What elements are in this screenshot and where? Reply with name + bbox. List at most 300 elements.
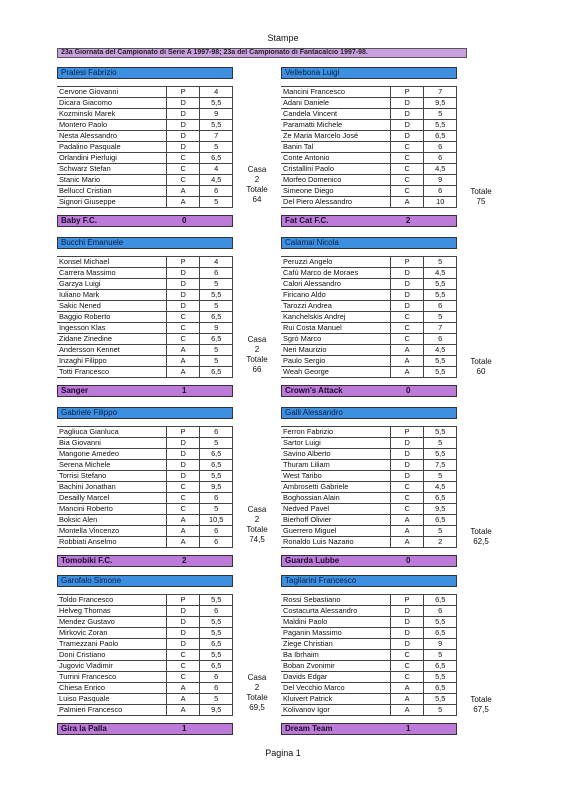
home-totale-value: 64 [252, 195, 262, 204]
player-role: C [166, 175, 200, 186]
player-vote: 5 [424, 257, 457, 268]
player-role: P [390, 595, 424, 606]
player-vote: 6,5 [424, 595, 457, 606]
table-row [281, 471, 457, 482]
player-name: Boban Zvonimir [281, 661, 390, 672]
home-totale-value: 66 [252, 365, 262, 374]
player-vote: 7 [424, 323, 457, 334]
player-vote: 6 [200, 268, 233, 279]
player-name: Desailly Marcel [57, 493, 166, 504]
player-name: Orlandini Pierluigi [57, 153, 166, 164]
table-row [281, 345, 457, 356]
home-roster-table [57, 594, 233, 716]
home-manager-header: Bucchi Emanuele [57, 237, 233, 249]
player-vote: 5,5 [424, 279, 457, 290]
player-name: Andersson Kennet [57, 345, 166, 356]
player-role: D [166, 628, 200, 639]
table-row [281, 617, 457, 628]
player-role: A [166, 526, 200, 537]
player-role: P [390, 257, 424, 268]
player-role: D [166, 617, 200, 628]
player-vote: 6 [200, 606, 233, 617]
table-row [281, 482, 457, 493]
player-name: Dicara Giacomo [57, 98, 166, 109]
home-casa-totale [237, 165, 277, 205]
home-manager-header: Gabriele Filippo [57, 407, 233, 419]
player-name: Garzya Luigi [57, 279, 166, 290]
player-role: D [390, 617, 424, 628]
player-name: Mirkovic Zoran [57, 628, 166, 639]
player-role: D [390, 120, 424, 131]
player-role: P [166, 257, 200, 268]
player-role: C [390, 312, 424, 323]
home-totale-label: Totale [246, 355, 268, 364]
player-role: A [390, 537, 424, 548]
player-name: Chiesa Enrico [57, 683, 166, 694]
table-row [281, 268, 457, 279]
player-vote: 6 [200, 672, 233, 683]
away-manager-header: Calamai Nicola [281, 237, 457, 249]
table-row [281, 526, 457, 537]
player-vote: 5,5 [424, 617, 457, 628]
player-role: P [166, 87, 200, 98]
player-vote: 5,5 [424, 356, 457, 367]
table-row [57, 120, 233, 131]
player-vote: 4,5 [200, 175, 233, 186]
player-vote: 5 [200, 504, 233, 515]
table-row [281, 334, 457, 345]
player-vote: 4 [200, 87, 233, 98]
table-row [281, 661, 457, 672]
player-name: Helveg Thomas [57, 606, 166, 617]
table-row [57, 650, 233, 661]
table-row [281, 98, 457, 109]
team-score: 2 [406, 216, 411, 225]
player-name: Montella Vincenzo [57, 526, 166, 537]
table-row [57, 301, 233, 312]
home-casa-label: Casa [247, 335, 267, 344]
player-role: D [166, 98, 200, 109]
player-name: Bierhoff Olivier [281, 515, 390, 526]
home-casa-totale [237, 505, 277, 545]
player-role: A [390, 705, 424, 716]
player-name: Kanchelskis Andrej [281, 312, 390, 323]
player-name: Konsel Michael [57, 257, 166, 268]
player-role: D [166, 279, 200, 290]
player-role: A [390, 345, 424, 356]
player-vote: 5,5 [200, 98, 233, 109]
player-vote: 9 [200, 109, 233, 120]
player-vote: 4,5 [424, 164, 457, 175]
player-name: Banin Tal [281, 142, 390, 153]
player-role: C [390, 493, 424, 504]
table-row [281, 323, 457, 334]
table-row [57, 471, 233, 482]
table-row [57, 257, 233, 268]
player-role: D [390, 471, 424, 482]
player-role: D [166, 606, 200, 617]
player-role: D [166, 142, 200, 153]
player-role: A [390, 694, 424, 705]
player-name: Stanic Mario [57, 175, 166, 186]
away-totale-label: Totale [470, 357, 492, 366]
player-name: Torrisi Stefano [57, 471, 166, 482]
table-row [281, 427, 457, 438]
player-name: Jugovic Vladimir [57, 661, 166, 672]
table-row [57, 537, 233, 548]
home-casa-value: 2 [254, 175, 260, 184]
player-role: D [166, 460, 200, 471]
table-row [281, 120, 457, 131]
player-vote: 6 [424, 186, 457, 197]
player-role: C [390, 482, 424, 493]
player-vote: 6 [424, 153, 457, 164]
table-row [281, 290, 457, 301]
table-row [281, 460, 457, 471]
player-role: D [390, 628, 424, 639]
table-row [57, 186, 233, 197]
player-role: A [390, 683, 424, 694]
away-totale-label: Totale [470, 695, 492, 704]
player-name: Sartor Luigi [281, 438, 390, 449]
player-vote: 5 [424, 438, 457, 449]
home-casa-label: Casa [247, 673, 267, 682]
player-name: Turrini Francesco [57, 672, 166, 683]
player-role: C [166, 493, 200, 504]
table-row [281, 449, 457, 460]
player-role: A [390, 356, 424, 367]
table-row [57, 482, 233, 493]
player-role: C [390, 504, 424, 515]
player-role: D [166, 268, 200, 279]
table-row [57, 705, 233, 716]
player-role: C [390, 334, 424, 345]
player-role: A [166, 683, 200, 694]
player-vote: 5,5 [424, 672, 457, 683]
player-vote: 5,5 [424, 694, 457, 705]
player-vote: 7,5 [424, 460, 457, 471]
player-role: C [166, 312, 200, 323]
player-role: D [166, 109, 200, 120]
player-role: D [390, 438, 424, 449]
player-name: Peruzzi Angelo [281, 257, 390, 268]
home-casa-label: Casa [247, 165, 267, 174]
player-role: A [166, 694, 200, 705]
player-name: Ziege Christian [281, 639, 390, 650]
player-vote: 5 [200, 279, 233, 290]
player-vote: 6 [200, 537, 233, 548]
player-role: C [166, 661, 200, 672]
player-vote: 5,5 [424, 449, 457, 460]
player-name: Belluccl Cristian [57, 186, 166, 197]
player-role: P [390, 87, 424, 98]
home-casa-value: 2 [254, 515, 260, 524]
table-row [57, 109, 233, 120]
player-name: Montero Paolo [57, 120, 166, 131]
player-name: Mancini Francesco [281, 87, 390, 98]
player-name: Mangone Amedeo [57, 449, 166, 460]
table-row [281, 606, 457, 617]
player-name: Simeone Diego [281, 186, 390, 197]
table-row [281, 153, 457, 164]
player-name: Mancini Roberto [57, 504, 166, 515]
player-name: Kolivanov Igor [281, 705, 390, 716]
player-vote: 6,5 [424, 515, 457, 526]
player-name: Kozminski Marek [57, 109, 166, 120]
player-vote: 6 [200, 427, 233, 438]
player-role: C [166, 672, 200, 683]
team-score: 2 [182, 556, 187, 565]
table-row [57, 290, 233, 301]
player-name: Sakic Nened [57, 301, 166, 312]
table-row [281, 650, 457, 661]
table-row [281, 672, 457, 683]
player-role: P [390, 427, 424, 438]
player-vote: 5 [424, 109, 457, 120]
table-row [57, 98, 233, 109]
away-team-result [281, 555, 457, 567]
player-name: West Taribo [281, 471, 390, 482]
away-roster-table [281, 426, 457, 548]
table-row [281, 438, 457, 449]
table-row [281, 164, 457, 175]
table-row [57, 356, 233, 367]
player-role: D [166, 639, 200, 650]
team-score: 1 [182, 724, 187, 733]
table-row [57, 683, 233, 694]
player-name: Paulo Sergio [281, 356, 390, 367]
player-role: D [166, 471, 200, 482]
away-team-result [281, 723, 457, 735]
away-manager-header: Tagliarini Francesco [281, 575, 457, 587]
table-row [281, 705, 457, 716]
player-name: Inzaghi Filippo [57, 356, 166, 367]
table-row [57, 639, 233, 650]
player-name: Mendez Gustavo [57, 617, 166, 628]
player-vote: 4 [200, 164, 233, 175]
player-vote: 5,5 [424, 427, 457, 438]
player-name: Palmieri Francesco [57, 705, 166, 716]
table-row [57, 164, 233, 175]
table-row [281, 694, 457, 705]
player-role: P [166, 427, 200, 438]
player-role: A [166, 197, 200, 208]
player-vote: 9,5 [200, 705, 233, 716]
player-role: D [390, 109, 424, 120]
player-vote: 2 [424, 537, 457, 548]
player-vote: 6,5 [424, 661, 457, 672]
away-totale [461, 527, 501, 547]
player-name: Cafù Marco de Moraes [281, 268, 390, 279]
player-name: Thuram Liliam [281, 460, 390, 471]
player-name: Weah George [281, 367, 390, 378]
player-name: Padalino Pasquale [57, 142, 166, 153]
home-totale-value: 74,5 [249, 535, 265, 544]
home-casa-value: 2 [254, 345, 260, 354]
player-vote: 5,5 [200, 120, 233, 131]
player-role: A [166, 356, 200, 367]
table-row [281, 186, 457, 197]
player-vote: 6,5 [200, 639, 233, 650]
player-name: Toldo Francesco [57, 595, 166, 606]
player-role: D [390, 639, 424, 650]
player-name: Luiso Pasquale [57, 694, 166, 705]
player-role: C [390, 164, 424, 175]
table-row [281, 197, 457, 208]
player-name: Iuliano Mark [57, 290, 166, 301]
player-vote: 6 [200, 683, 233, 694]
away-roster-table [281, 86, 457, 208]
player-vote: 4,5 [424, 482, 457, 493]
table-row [57, 438, 233, 449]
home-totale-value: 69,5 [249, 703, 265, 712]
player-name: Zidane Zinedine [57, 334, 166, 345]
player-role: A [166, 537, 200, 548]
away-totale [461, 357, 501, 377]
home-roster-table [57, 86, 233, 208]
player-vote: 5 [200, 694, 233, 705]
table-row [57, 334, 233, 345]
table-row [57, 427, 233, 438]
player-role: C [390, 672, 424, 683]
team-name: Gira la Palla [61, 724, 107, 733]
player-vote: 6,5 [200, 661, 233, 672]
away-totale-value: 60 [476, 367, 486, 376]
player-name: Tramezzani Paolo [57, 639, 166, 650]
player-role: C [166, 323, 200, 334]
player-role: P [166, 595, 200, 606]
player-role: D [166, 131, 200, 142]
player-name: Totti Francesco [57, 367, 166, 378]
player-name: Neri Maurizio [281, 345, 390, 356]
table-row [57, 694, 233, 705]
table-row [281, 131, 457, 142]
player-name: Firicano Aldo [281, 290, 390, 301]
home-roster-table [57, 426, 233, 548]
player-vote: 6,5 [200, 153, 233, 164]
player-name: Conte Antonio [281, 153, 390, 164]
player-name: Kluivert Patrick [281, 694, 390, 705]
player-vote: 9,5 [424, 98, 457, 109]
player-name: Ronaldo Luis Nazario [281, 537, 390, 548]
player-name: Doni Cristiano [57, 650, 166, 661]
table-row [281, 504, 457, 515]
player-vote: 6,5 [424, 493, 457, 504]
player-role: A [166, 186, 200, 197]
player-name: Guerrero Miguel [281, 526, 390, 537]
round-banner: 23a Giornata del Campionato di Serie A 1997-98; 23a del Campionato di Fantacalcio 1997-98. [57, 48, 467, 58]
player-vote: 6,5 [200, 367, 233, 378]
player-vote: 4 [200, 257, 233, 268]
table-row [281, 279, 457, 290]
player-name: Boksic Alen [57, 515, 166, 526]
player-name: Ferron Fabrizio [281, 427, 390, 438]
table-row [57, 153, 233, 164]
table-row [57, 345, 233, 356]
player-name: Costacurta Alessandro [281, 606, 390, 617]
player-vote: 5 [200, 197, 233, 208]
away-roster-table [281, 256, 457, 378]
player-name: Carrera Massimo [57, 268, 166, 279]
table-row [57, 449, 233, 460]
away-totale [461, 187, 501, 207]
player-name: Sgrò Marco [281, 334, 390, 345]
player-role: A [166, 345, 200, 356]
home-team-result [57, 723, 233, 735]
player-name: Nedved Pavel [281, 504, 390, 515]
player-name: Schwarz Stefan [57, 164, 166, 175]
player-name: Adani Daniele [281, 98, 390, 109]
player-vote: 5 [424, 650, 457, 661]
table-row [57, 628, 233, 639]
team-score: 0 [406, 386, 411, 395]
player-role: D [390, 131, 424, 142]
table-row [57, 197, 233, 208]
player-role: D [390, 290, 424, 301]
player-vote: 9,5 [424, 504, 457, 515]
table-row [57, 595, 233, 606]
player-name: Paganin Massimo [281, 628, 390, 639]
player-name: Nesta Alessandro [57, 131, 166, 142]
home-casa-totale [237, 335, 277, 375]
player-vote: 5,5 [200, 650, 233, 661]
table-row [57, 617, 233, 628]
table-row [281, 87, 457, 98]
table-row [57, 268, 233, 279]
player-vote: 10,5 [200, 515, 233, 526]
table-row [281, 515, 457, 526]
table-row [281, 683, 457, 694]
player-name: Bachini Jonathan [57, 482, 166, 493]
player-role: D [166, 438, 200, 449]
player-role: A [390, 197, 424, 208]
team-score: 0 [182, 216, 187, 225]
player-vote: 5 [200, 345, 233, 356]
player-role: C [390, 186, 424, 197]
player-name: Del Vecchio Marco [281, 683, 390, 694]
home-casa-totale [237, 673, 277, 713]
player-name: Rui Costa Manuel [281, 323, 390, 334]
table-row [57, 87, 233, 98]
table-row [281, 257, 457, 268]
player-role: D [166, 449, 200, 460]
player-role: A [390, 526, 424, 537]
home-manager-header: Garofalo Simone [57, 575, 233, 587]
table-row [57, 661, 233, 672]
player-name: Ba Ibrhaim [281, 650, 390, 661]
player-vote: 7 [200, 131, 233, 142]
player-vote: 6,5 [424, 131, 457, 142]
table-row [57, 312, 233, 323]
table-row [57, 131, 233, 142]
player-vote: 6,5 [424, 628, 457, 639]
away-totale-value: 75 [476, 197, 486, 206]
player-vote: 5,5 [200, 628, 233, 639]
player-vote: 6 [424, 142, 457, 153]
team-score: 1 [406, 724, 411, 733]
player-role: D [166, 301, 200, 312]
player-name: Candela Vincent [281, 109, 390, 120]
player-vote: 5,5 [200, 471, 233, 482]
player-vote: 5,5 [200, 617, 233, 628]
player-vote: 6 [200, 493, 233, 504]
player-vote: 6 [200, 526, 233, 537]
player-role: C [390, 650, 424, 661]
player-role: C [390, 153, 424, 164]
player-vote: 6,5 [200, 312, 233, 323]
player-role: D [390, 449, 424, 460]
player-name: Signori Giuseppe [57, 197, 166, 208]
